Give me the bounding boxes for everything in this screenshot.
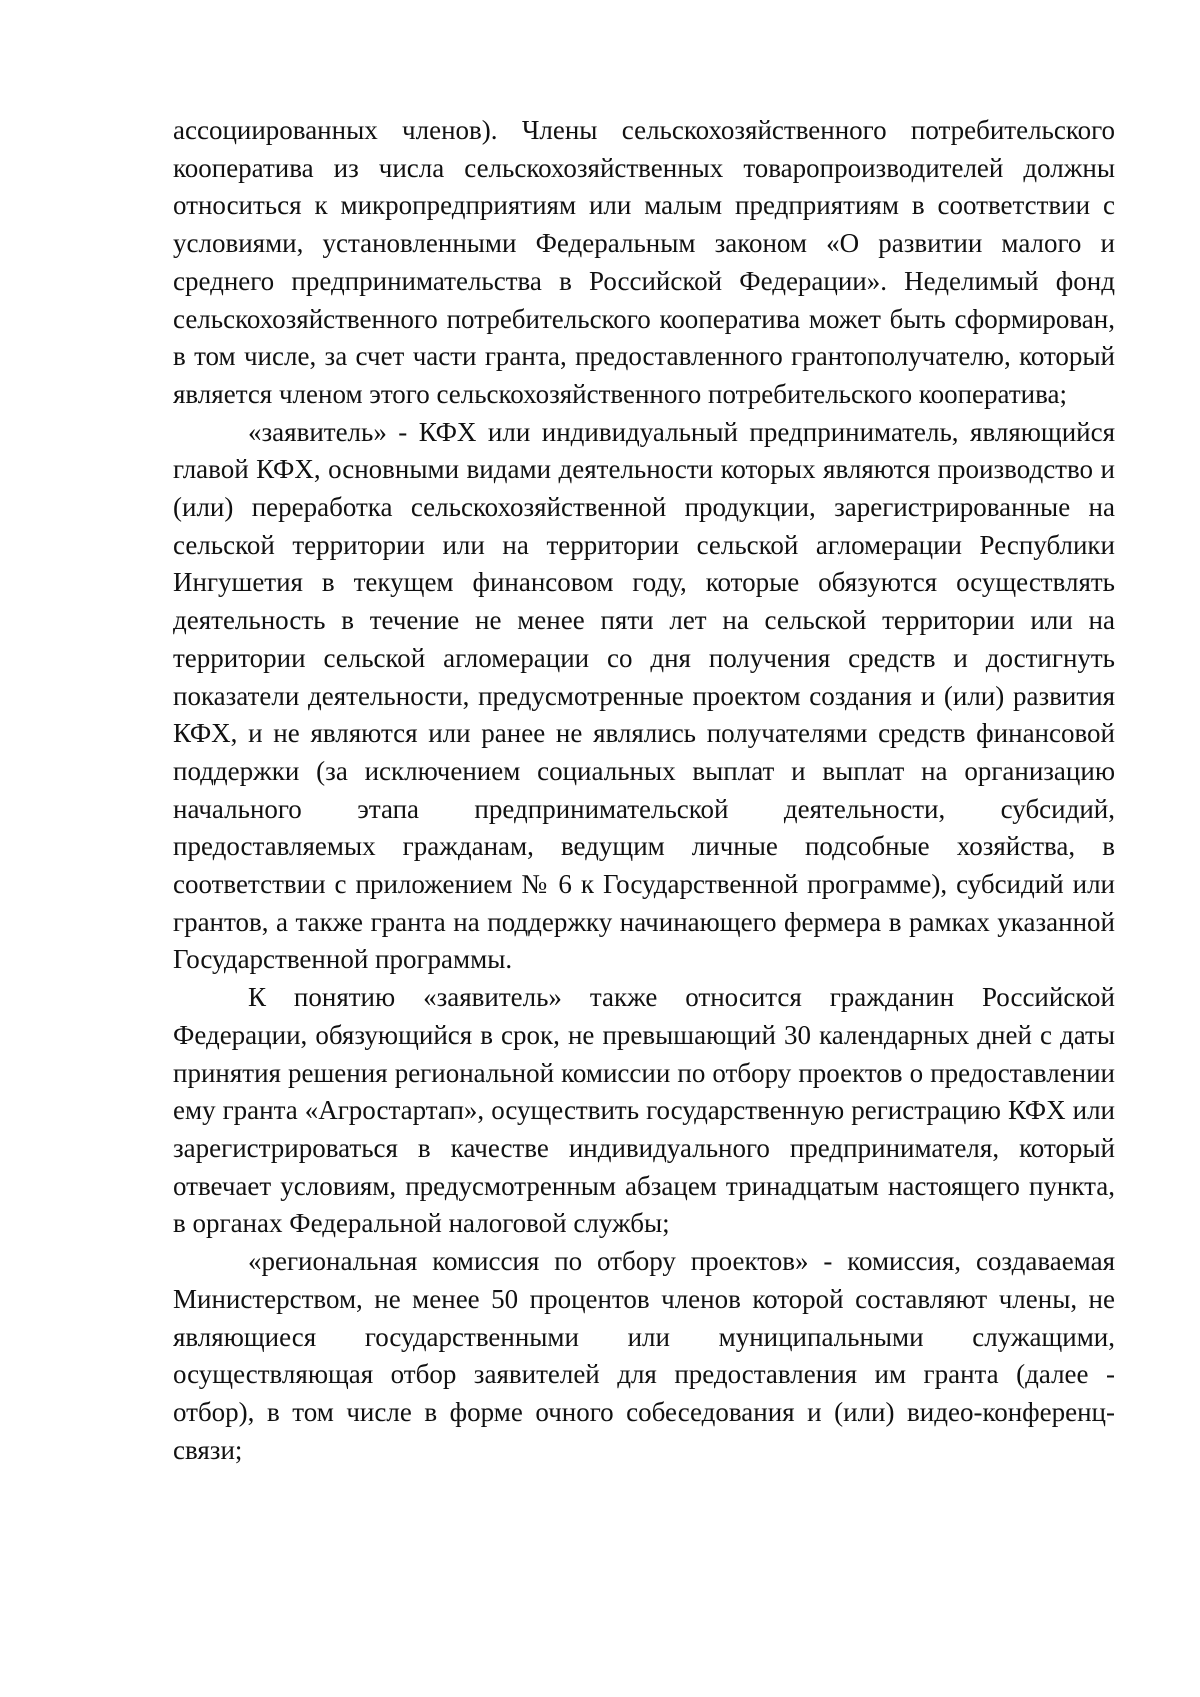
paragraph-regional-commission: «региональная комиссия по отбору проектов» - комиссия, создаваемая Министерством, не менее 50 процентов членов которой составляют члены, не являющиеся государственными или муниципальными служащими, осуществляющая отбор заявителей для предоставления им гранта (далее - отбор), в том числе в форме очного собеседования и (или) видео-конференц-связи;	[173, 1246, 1115, 1465]
paragraph-applicant-extension: К понятию «заявитель» также относится гражданин Российской Федерации, обязующийся в срок, не превышающий 30 календарных дней с даты принятия решения региональной комиссии по отбору проектов о предоставлении ему гранта «Агростартап», осуществить государственную регистрацию КФХ или зарегистрироваться в качестве индивидуального предпринимателя, который отвечает условиям, предусмотренным абзацем тринадцатым настоящего пункта, в органах Федеральной налоговой службы;	[173, 982, 1115, 1239]
paragraph-applicant-definition: «заявитель» - КФХ или индивидуальный предприниматель, являющийся главой КФХ, основными видами деятельности которых являются производство и (или) переработка сельскохозяйственной продукции, зарегистрированные на сельской территории или на территории сельской агломерации Республики Ингушетия в текущем финансовом году, которые обязуются осуществлять деятельность в течение не менее пяти лет на сельской территории или на территории сельской агломерации со дня получения средств и достигнуть показатели деятельности, предусмотренные проектом создания и (или) развития КФХ, и не являются или ранее не являлись получателями средств финансовой поддержки (за исключением социальных выплат и выплат на организацию начального этапа предпринимательской деятельности, субсидий, предоставляемых гражданам, ведущим личные подсобные хозяйства, в соответствии с приложением № 6 к Государственной программе), субсидий или грантов, а также гранта на поддержку начинающего фермера в рамках указанной Государственной программы.	[173, 416, 1115, 975]
document-body	[173, 112, 1115, 1469]
paragraph-continuation: ассоциированных членов). Члены сельскохозяйственного потребительского кооператива из числа сельскохозяйственных товаропроизводителей должны относиться к микропредприятиям или малым предприятиям в соответствии с условиями, установленными Федеральным законом «О развитии малого и среднего предпринимательства в Российской Федерации». Неделимый фонд сельскохозяйственного потребительского кооператива может быть сформирован, в том числе, за счет части гранта, предоставленного грантополучателю, который является членом этого сельскохозяйственного потребительского кооператива;	[173, 115, 1115, 409]
